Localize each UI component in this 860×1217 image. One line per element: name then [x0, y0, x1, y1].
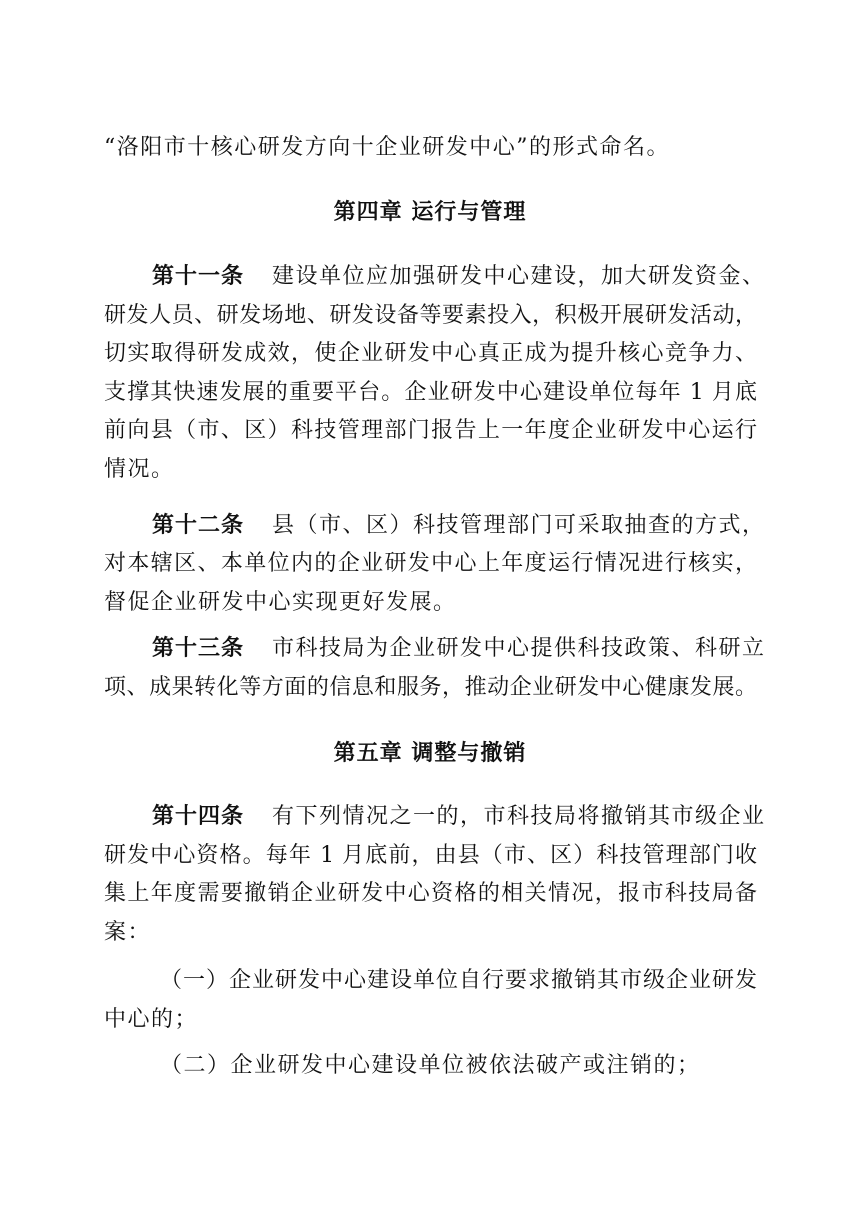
article-12-line — [152, 511, 766, 541]
chapter-4-heading: 第四章 运行与管理 — [333, 200, 527, 225]
paragraph-line: 项、成果转化等方面的信息和服务，推动企业研发中心健康发展。 — [104, 675, 757, 700]
paragraph-line: 情况。 — [104, 457, 175, 482]
article-11-label: 第十一条 — [152, 264, 245, 289]
paragraph-line: 前向县（市、区）科技管理部门报告上一年度企业研发中心运行 — [104, 418, 757, 443]
paragraph-line: 案： — [104, 920, 152, 945]
paragraph-line: 支撑其快速发展的重要平台。企业研发中心建设单位每年 1 月底 — [104, 380, 757, 405]
article-11-text: 建设单位应加强研发中心建设，加大研发资金、 — [272, 264, 766, 289]
article-14-text: 有下列情况之一的，市科技局将撤销其市级企业 — [272, 804, 766, 829]
article-13-text: 市科技局为企业研发中心提供科技政策、科研立 — [272, 636, 766, 661]
paragraph-line: 研发中心资格。每年 1 月底前，由县（市、区）科技管理部门收 — [104, 843, 757, 868]
article-13-line — [152, 634, 766, 664]
paragraph-line: “洛阳市十核心研发方向十企业研发中心”的形式命名。 — [104, 135, 670, 160]
article-14-label: 第十四条 — [152, 804, 245, 829]
article-11-line — [152, 262, 766, 292]
paragraph-line: 中心的； — [104, 1007, 199, 1032]
list-item-2: （二）企业研发中心建设单位被依法破产或注销的； — [160, 1053, 701, 1078]
chapter-5-heading: 第五章 调整与撤销 — [333, 741, 527, 766]
paragraph-line: 切实取得研发成效，使企业研发中心真正成为提升核心竞争力、 — [104, 341, 757, 366]
paragraph-line: 集上年度需要撤销企业研发中心资格的相关情况，报市科技局备 — [104, 881, 757, 906]
list-item-1: （一）企业研发中心建设单位自行要求撤销其市级企业研发 — [160, 968, 757, 993]
paragraph-line: 督促企业研发中心实现更好发展。 — [104, 590, 457, 615]
paragraph-line: 研发人员、研发场地、研发设备等要素投入，积极开展研发活动， — [104, 303, 757, 328]
article-12-text: 县（市、区）科技管理部门可采取抽查的方式， — [272, 513, 766, 538]
paragraph-line: 对本辖区、本单位内的企业研发中心上年度运行情况进行核实， — [104, 551, 757, 576]
article-13-label: 第十三条 — [152, 636, 245, 661]
article-14-line — [152, 802, 766, 832]
article-12-label: 第十二条 — [152, 513, 245, 538]
